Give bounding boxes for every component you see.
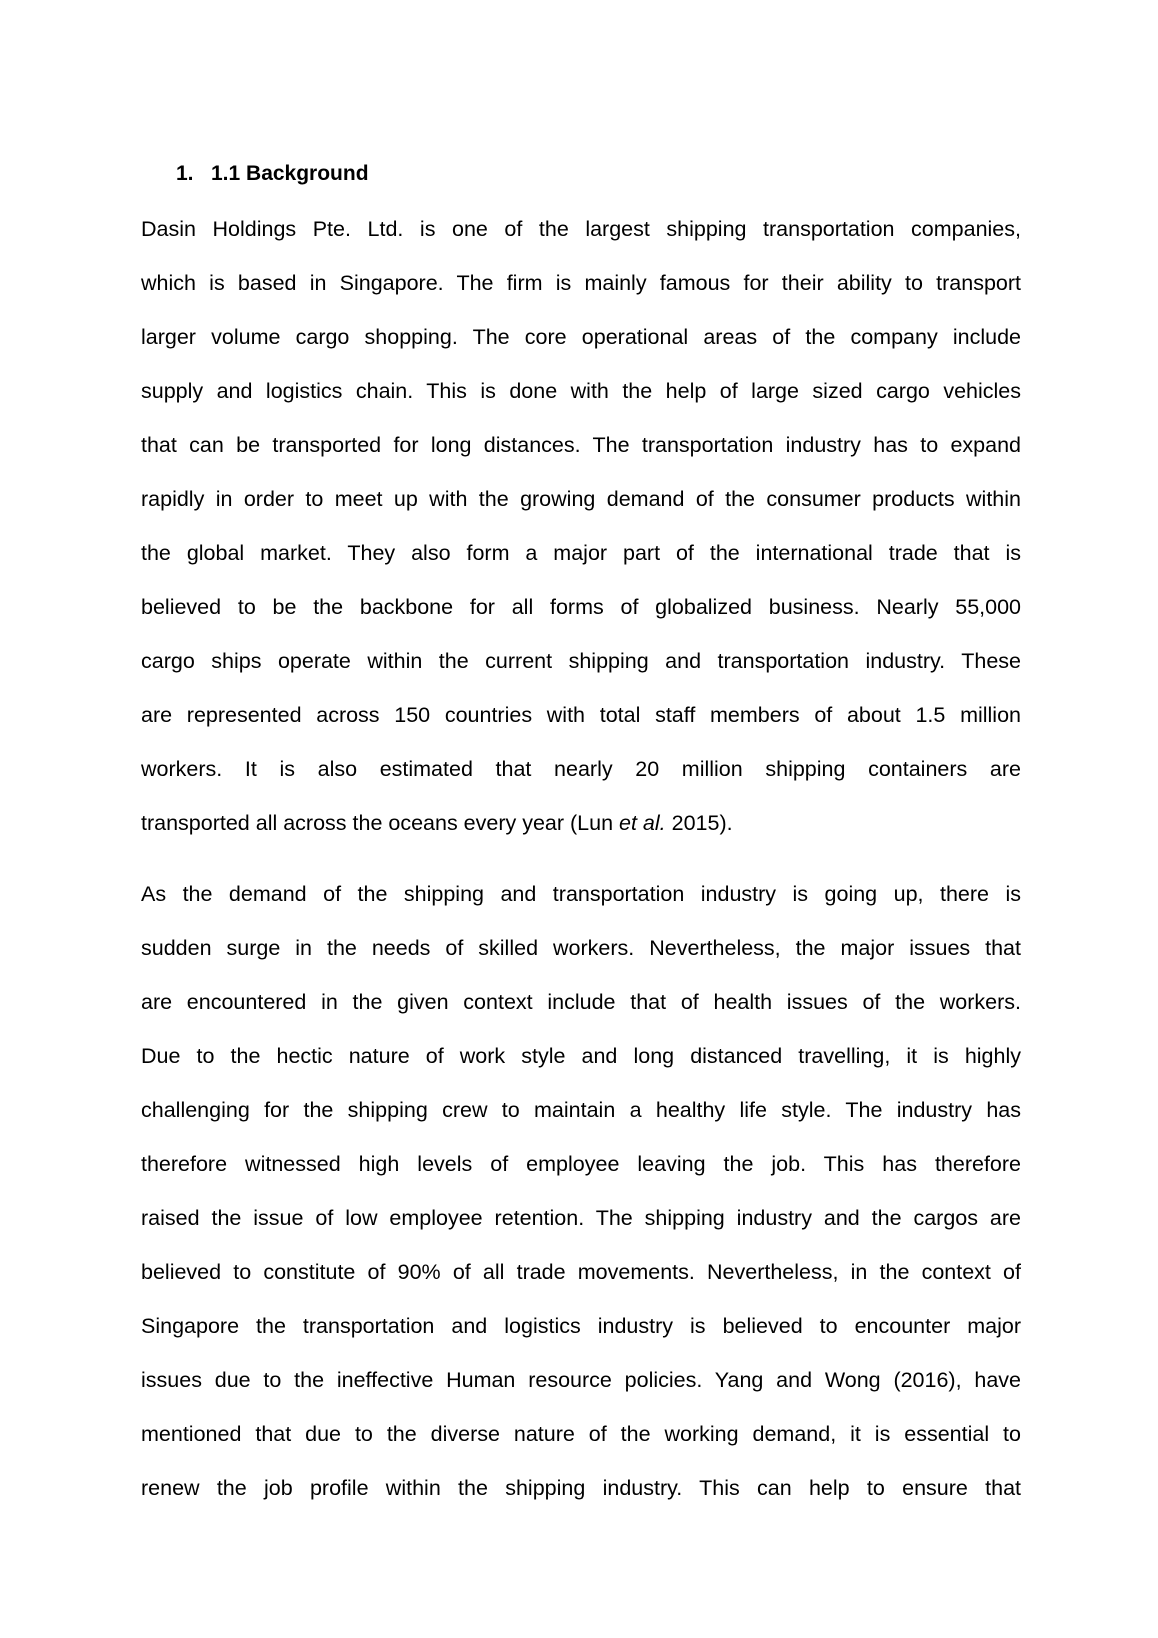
paragraph-line: issues due to the ineffective Human resource policies. Yang and Wong (2016), have — [141, 1368, 1021, 1392]
paragraph-1 — [141, 214, 1021, 862]
paragraph-line: which is based in Singapore. The firm is mainly famous for their ability to transport — [141, 271, 1021, 295]
citation-year-text: 2015). — [665, 811, 733, 835]
paragraph-line: renew the job profile within the shipping industry. This can help to ensure that — [141, 1476, 1021, 1500]
paragraph-line: challenging for the shipping crew to maintain a healthy life style. The industry has — [141, 1098, 1021, 1122]
paragraph-line: As the demand of the shipping and transportation industry is going up, there is — [141, 882, 1021, 906]
paragraph-line: Due to the hectic nature of work style and long distanced travelling, it is highly — [141, 1044, 1021, 1068]
paragraph-line: therefore witnessed high levels of employee leaving the job. This has therefore — [141, 1152, 1021, 1176]
paragraph-2 — [141, 879, 1021, 1527]
paragraph-line: rapidly in order to meet up with the growing demand of the consumer products within — [141, 487, 1021, 511]
paragraph-line: mentioned that due to the diverse nature of the working demand, it is essential to — [141, 1422, 1021, 1446]
section-number: 1. — [176, 162, 194, 185]
paragraph-line: larger volume cargo shopping. The core operational areas of the company include — [141, 325, 1021, 349]
paragraph-last-line — [141, 808, 1021, 862]
paragraph-line: Dasin Holdings Pte. Ltd. is one of the largest shipping transportation companies, — [141, 217, 1021, 241]
paragraph-line: sudden surge in the needs of skilled workers. Nevertheless, the major issues that — [141, 936, 1021, 960]
citation-lead-text: transported all across the oceans every year (Lun — [141, 811, 620, 835]
paragraph-line: believed to constitute of 90% of all trade movements. Nevertheless, in the context of — [141, 1260, 1021, 1284]
paragraph-line: cargo ships operate within the current shipping and transportation industry. These — [141, 649, 1021, 673]
paragraph-line: workers. It is also estimated that nearly 20 million shipping containers are — [141, 757, 1021, 781]
section-title: 1.1 Background — [211, 162, 369, 185]
paragraph-line: raised the issue of low employee retention. The shipping industry and the cargos are — [141, 1206, 1021, 1230]
paragraph-line: the global market. They also form a major part of the international trade that is — [141, 541, 1021, 565]
paragraph-line: supply and logistics chain. This is done with the help of large sized cargo vehicles — [141, 379, 1021, 403]
section-heading — [176, 161, 369, 187]
paragraph-line: that can be transported for long distances. The transportation industry has to expand — [141, 433, 1021, 457]
paragraph-line: are represented across 150 countries with total staff members of about 1.5 million — [141, 703, 1021, 727]
paragraph-line: are encountered in the given context include that of health issues of the workers. — [141, 990, 1021, 1014]
paragraph-line: believed to be the backbone for all forms of globalized business. Nearly 55,000 — [141, 595, 1021, 619]
citation-et-al: et al. — [619, 811, 666, 835]
paragraph-line: Singapore the transportation and logistics industry is believed to encounter major — [141, 1314, 1021, 1338]
